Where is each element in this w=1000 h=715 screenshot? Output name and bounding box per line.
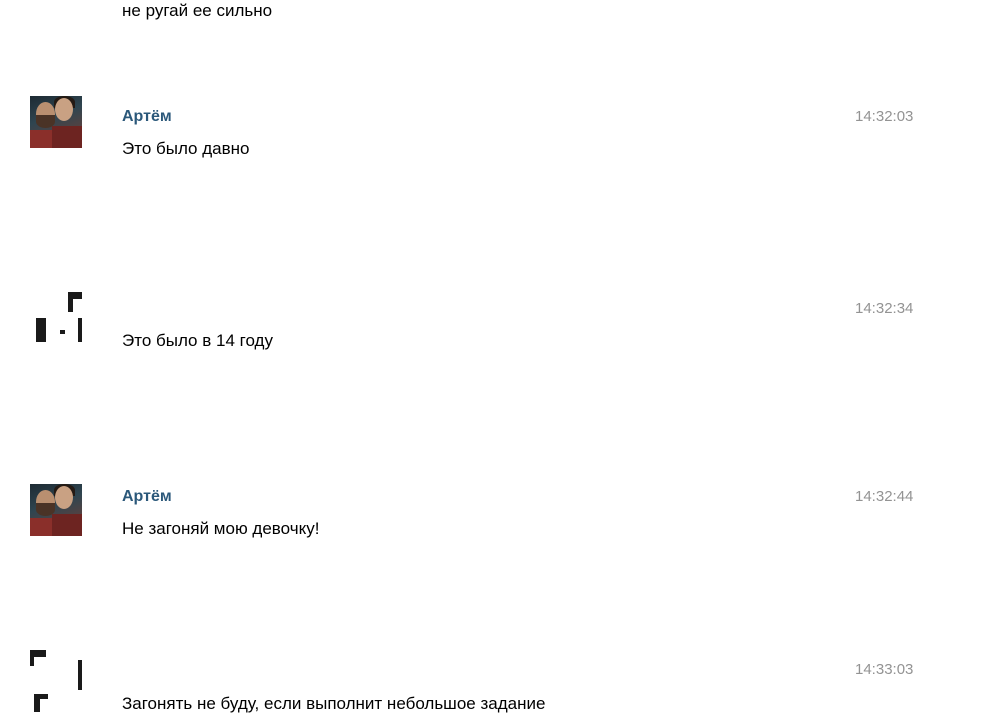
message-author[interactable]: Артём: [122, 108, 172, 125]
message-timestamp: 14:32:44: [855, 488, 914, 505]
avatar[interactable]: [30, 96, 82, 148]
avatar-fragment: [30, 650, 34, 666]
message-text: Это было в 14 году: [122, 331, 273, 350]
message-timestamp: 14:33:03: [855, 661, 914, 678]
avatar[interactable]: [30, 484, 82, 536]
avatar-shirt-secondary: [52, 514, 82, 536]
avatar-face-right: [55, 486, 73, 509]
avatar-broken[interactable]: [30, 650, 82, 712]
message-timestamp: 14:32:03: [855, 108, 914, 125]
message-text: Не загоняй мою девочку!: [122, 519, 320, 538]
avatar-face-right: [55, 98, 73, 121]
message-row[interactable]: [0, 145, 1000, 350]
avatar-fragment: [34, 694, 48, 699]
message-timestamp: 14:32:34: [855, 300, 914, 317]
message-text: Это было давно: [122, 139, 250, 158]
message-text-partial: не ругай ее сильно: [122, 1, 273, 20]
message-text: Загонять не буду, если выполнит небольшое задание: [122, 694, 546, 713]
message-row[interactable]: [0, 48, 1000, 158]
message-author[interactable]: Артём: [122, 488, 172, 505]
avatar-fragment: [78, 660, 82, 690]
